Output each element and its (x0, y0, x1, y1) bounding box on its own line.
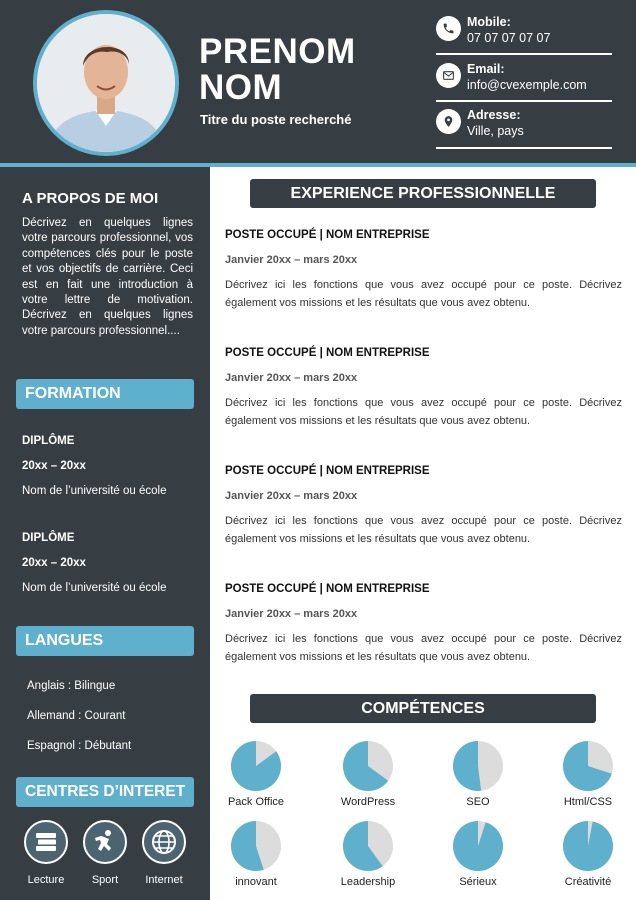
email-icon (436, 63, 461, 88)
language-item: Allemand : Courant (27, 710, 126, 722)
languages-title: LANGUES (16, 626, 194, 656)
skill-label: WordPress (340, 796, 396, 808)
interest-label: Internet (145, 874, 183, 886)
skill-pie-chart (230, 820, 282, 872)
skill-pie-chart (342, 740, 394, 792)
skill-label: Sérieux (459, 876, 497, 888)
education-degree: DIPLÔME (22, 435, 75, 447)
skill-label: Html/CSS (563, 796, 613, 808)
skill-label: Leadership (340, 876, 396, 888)
globe-icon (142, 820, 186, 864)
experience-position: POSTE OCCUPÉ | NOM ENTREPRISE (225, 229, 430, 241)
language-item: Espagnol : Débutant (27, 740, 132, 752)
experience-title: EXPERIENCE PROFESSIONNELLE (250, 179, 596, 208)
books-icon (24, 820, 68, 864)
skill-pie (543, 820, 633, 888)
person-avatar-icon (37, 14, 175, 152)
experience-description: Décrivez ici les fonctions que vous avez occupé pour ce poste. Décrivez également vos missions et les résultats que vous avez obtenu. (225, 633, 622, 663)
interests-title: CENTRES D’INTERET (16, 777, 194, 807)
address-value: Ville, pays (467, 124, 524, 138)
header (0, 0, 636, 163)
education-school: Nom de l’université ou école (22, 582, 167, 594)
skill-pie (323, 820, 413, 888)
experience-dates: Janvier 20xx – mars 20xx (225, 254, 358, 266)
skill-pie-chart (562, 820, 614, 872)
divider (436, 100, 612, 102)
address-label: Adresse: (467, 108, 521, 122)
location-pin-icon (436, 109, 461, 134)
education-title: FORMATION (16, 379, 194, 409)
experience-position: POSTE OCCUPÉ | NOM ENTREPRISE (225, 583, 430, 595)
interest-label: Lecture (27, 874, 65, 886)
phone-icon (436, 16, 461, 41)
skill-pie (211, 740, 301, 808)
runner-icon (83, 820, 127, 864)
about-title: A PROPOS DE MOI (22, 190, 159, 207)
experience-dates: Janvier 20xx – mars 20xx (225, 372, 358, 384)
skill-pie-chart (342, 820, 394, 872)
mobile-label: Mobile: (467, 15, 511, 29)
skill-pie (323, 740, 413, 808)
last-name: NOM (199, 68, 283, 107)
skill-pie-chart (230, 740, 282, 792)
about-text: Décrivez en quelques lignes votre parcours professionnel, vos compétences clés pour le poste et vos objectifs de carrière. Ceci est en fait une introduction à votre lettre de motivation. Décrivez en quelques lignes votre parcours professionnel.... (22, 217, 193, 337)
skill-label: Pack Office (227, 796, 285, 808)
email-label: Email: (467, 62, 505, 76)
divider (436, 53, 612, 55)
skill-label: Créativité (564, 876, 612, 888)
experience-dates: Janvier 20xx – mars 20xx (225, 608, 358, 620)
skills-title: COMPÉTENCES (250, 694, 596, 723)
interest-label: Sport (91, 874, 119, 886)
first-name: PRENOM (199, 32, 356, 71)
experience-position: POSTE OCCUPÉ | NOM ENTREPRISE (225, 465, 430, 477)
full-name (199, 34, 356, 106)
mobile-value[interactable]: 07 07 07 07 07 (467, 31, 551, 45)
skill-pie-fill (453, 821, 503, 871)
skill-pie-chart (452, 740, 504, 792)
skill-pie-chart (452, 820, 504, 872)
education-degree: DIPLÔME (22, 532, 75, 544)
language-item: Anglais : Bilingue (27, 680, 116, 692)
experience-description: Décrivez ici les fonctions que vous avez occupé pour ce poste. Décrivez également vos missions et les résultats que vous avez obtenu. (225, 397, 622, 427)
education-years: 20xx – 20xx (22, 557, 86, 569)
experience-description: Décrivez ici les fonctions que vous avez occupé pour ce poste. Décrivez également vos missions et les résultats que vous avez obtenu. (225, 515, 622, 545)
skill-pie-fill (453, 741, 481, 791)
skill-label: innovant (235, 876, 277, 888)
skill-pie-chart (562, 740, 614, 792)
job-title: Titre du poste recherché (200, 112, 352, 127)
education-years: 20xx – 20xx (22, 460, 86, 472)
email-value[interactable]: info@cvexemple.com (467, 78, 587, 92)
skill-pie (433, 740, 523, 808)
skill-pie (211, 820, 301, 888)
experience-position: POSTE OCCUPÉ | NOM ENTREPRISE (225, 347, 430, 359)
skill-pie-fill (563, 821, 613, 871)
skill-label: SEO (466, 796, 490, 808)
experience-dates: Janvier 20xx – mars 20xx (225, 490, 358, 502)
divider (436, 147, 612, 149)
education-school: Nom de l’université ou école (22, 485, 167, 497)
skill-pie (543, 740, 633, 808)
profile-photo (33, 10, 179, 156)
experience-description: Décrivez ici les fonctions que vous avez occupé pour ce poste. Décrivez également vos missions et les résultats que vous avez obtenu. (225, 279, 622, 309)
skill-pie (433, 820, 523, 888)
